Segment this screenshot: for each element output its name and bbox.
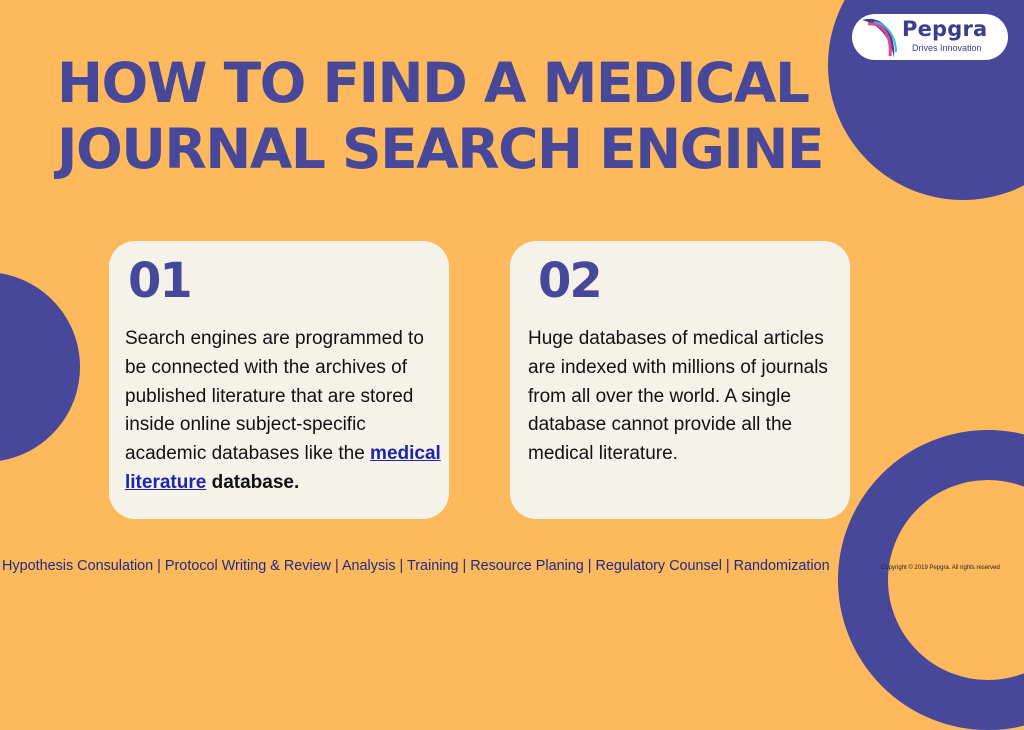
card-1-text-before: Search engines are programmed to be connected with the archives of published literature that are stored inside online subject-specific academic databases like the [125,328,424,465]
logo-tagline: Drives Innovation [912,43,982,53]
pepgra-logo[interactable] [852,14,1008,60]
card-1-text [125,325,447,498]
title-line-2: JOURNAL SEARCH ENGINE [57,117,823,181]
footer-copyright: Copyright © 2019 Pepgra. All rights reserved [881,565,1000,571]
card-2-number: 02 [538,253,601,309]
title-line-1: HOW TO FIND A MEDICAL [57,51,809,115]
decorative-ring-bottom-right [838,430,1024,730]
page-title [57,50,823,182]
decorative-circle-left [0,272,80,462]
card-2-text: Huge databases of medical articles are indexed with millions of journals from all over the world. A single database cannot provide all the medical literature. [528,328,828,465]
card-1-text-after: database. [206,471,300,493]
card-1-number: 01 [128,253,191,309]
footer-services: Hypothesis Consulation | Protocol Writing & Review | Analysis | Training | Resource Planing | Regulatory Counsel | Randomization [2,558,830,574]
medical-literature-link[interactable]: medical literature [125,443,441,493]
info-card-1 [109,241,449,519]
info-card-2 [510,241,850,519]
logo-wordmark: Pepgra [902,17,988,41]
